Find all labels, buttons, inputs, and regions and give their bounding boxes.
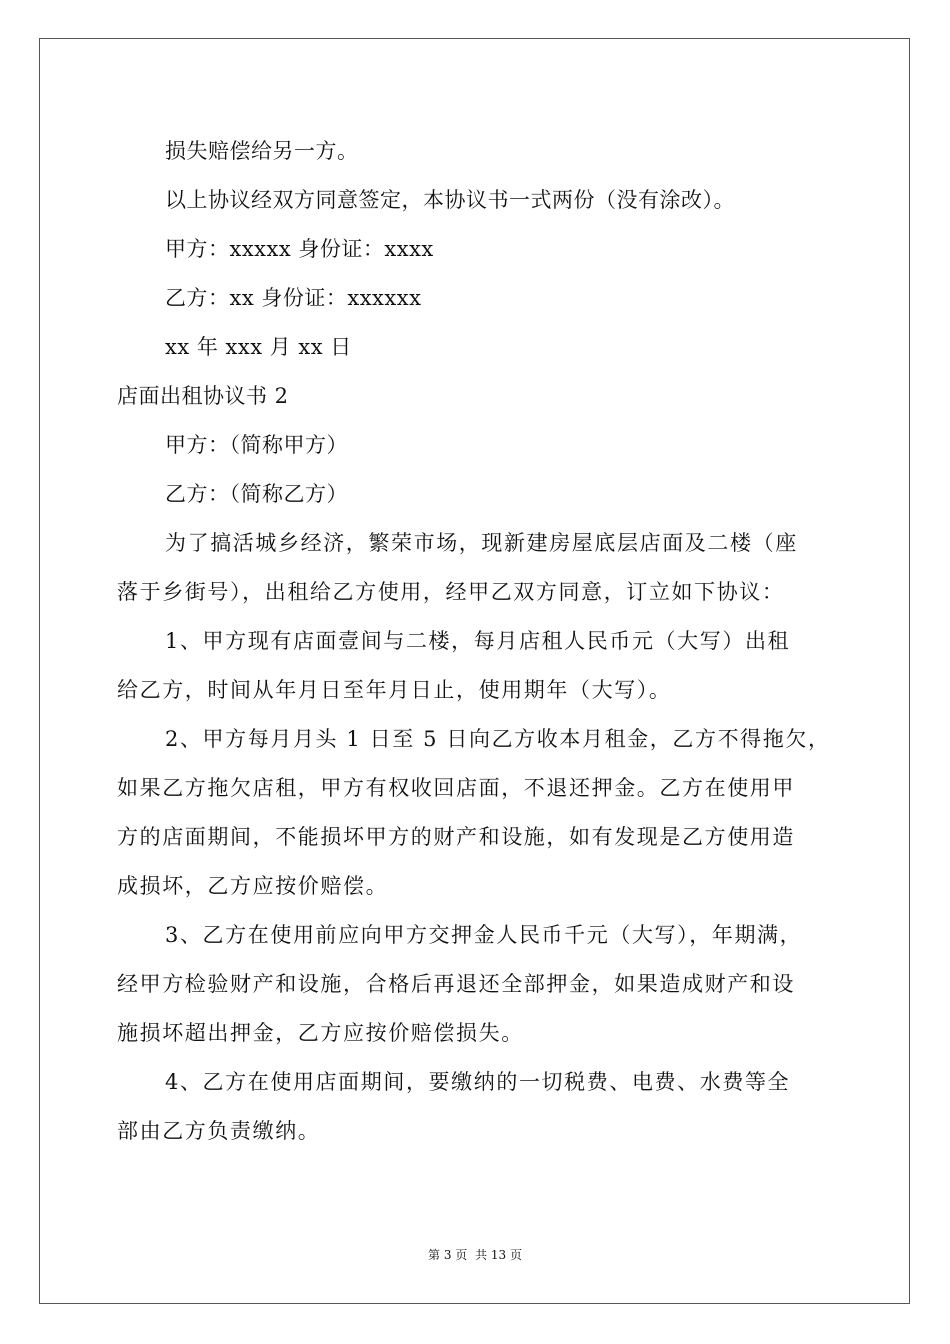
party-b-line: 乙方：（简称乙方） [165, 482, 348, 506]
clause-2-line: 如果乙方拖欠店租，甲方有权收回店面，不退还押金。乙方在使用甲 [117, 776, 795, 800]
text-line: 以上协议经双方同意签定，本协议书一式两份（没有涂改）。 [165, 188, 735, 212]
text-line: 为了搞活城乡经济，繁荣市场，现新建房屋底层店面及二楼（座 [165, 531, 798, 555]
text-line: 落于乡街号），出租给乙方使用，经甲乙双方同意，订立如下协议： [117, 580, 785, 604]
page-number: 第 3 页 [428, 1248, 468, 1262]
party-b-line: 乙方：xx 身份证：xxxxxx [165, 286, 422, 310]
document-body [117, 127, 835, 1156]
party-a-line: 甲方：（简称甲方） [165, 433, 348, 457]
date-line: xx 年 xxx 月 xx 日 [165, 335, 352, 359]
clause-3-line: 经甲方检验财产和设施，合格后再退还全部押金，如果造成财产和设 [117, 972, 795, 996]
clause-2-line: 方的店面期间，不能损坏甲方的财产和设施，如有发现是乙方使用造 [117, 825, 795, 849]
party-a-line: 甲方：xxxxx 身份证：xxxx [165, 237, 434, 261]
text-line: 损失赔偿给另一方。 [165, 139, 359, 163]
page-footer [0, 1247, 950, 1263]
clause-4-line: 部由乙方负责缴纳。 [117, 1119, 321, 1143]
clause-3-line: 3、乙方在使用前应向甲方交押金人民币千元（大写），年期满， [165, 923, 803, 947]
clause-1-line: 给乙方，时间从年月日至年月日止，使用期年（大写）。 [117, 678, 672, 702]
clause-4-line: 4、乙方在使用店面期间，要缴纳的一切税费、电费、水费等全 [165, 1070, 791, 1094]
clause-2-line: 成损坏，乙方应按价赔偿。 [117, 874, 389, 898]
total-pages: 共 13 页 [475, 1248, 522, 1262]
clause-1-line: 1、甲方现有店面壹间与二楼，每月店租人民币元（大写）出租 [165, 629, 791, 653]
clause-2-line: 2、甲方每月月头 1 日至 5 日向乙方收本月租金，乙方不得拖欠， [165, 727, 831, 751]
clause-3-line: 施损坏超出押金，乙方应按价赔偿损失。 [117, 1021, 524, 1045]
section-title: 店面出租协议书 2 [117, 384, 289, 408]
